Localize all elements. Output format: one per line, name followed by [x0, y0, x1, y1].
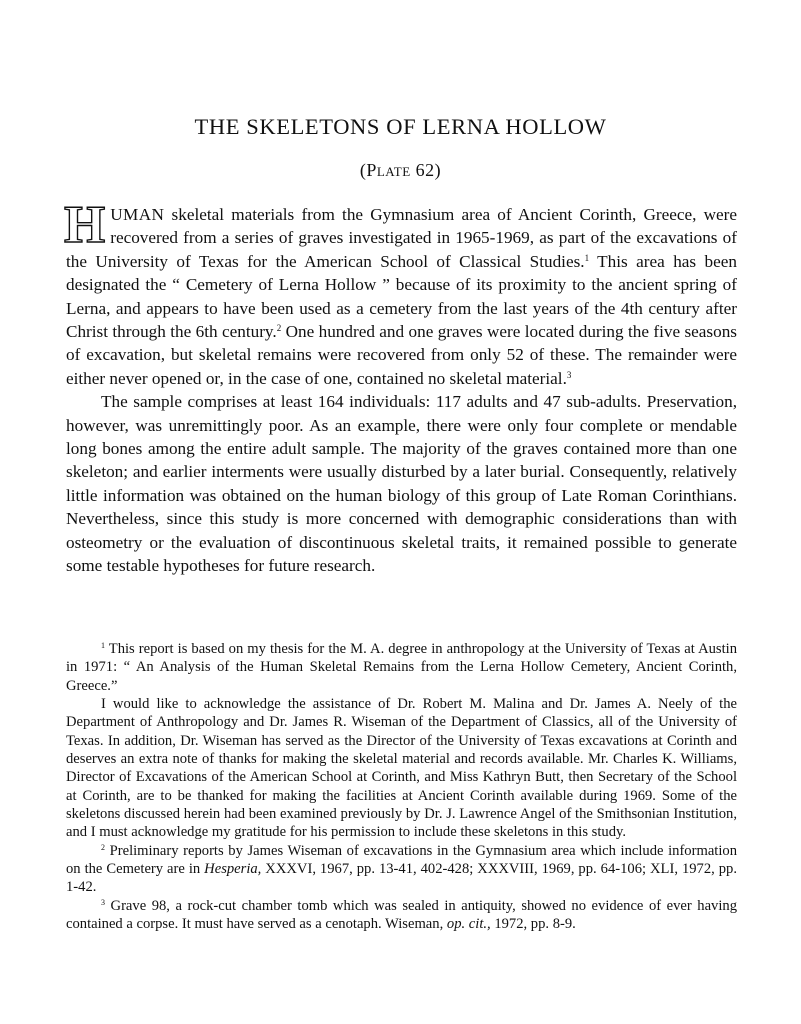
plate-number: 62	[415, 160, 435, 180]
footnote-3-citation: op. cit.,	[446, 916, 491, 933]
paragraph-sample: The sample comprises at least 164 individuals: 117 adults and 47 sub-adults. Preservation, however, was unremittingly poor. As an example, there were only four complete or mendable long bones among the entire adult sample. The majority of the graves contained more than one skeleton; and earlier interments were usually disturbed by a later burial. Consequently, relatively little information was obtained on the human biology of this group of Late Roman Corinthians. Nevertheless, since this study is more concerned with demographic considerations than with osteometry or the evaluation of discontinuous skeletal traits, it remained possible to generate some testable hypotheses for future research.	[66, 392, 737, 576]
plate-reference	[0, 160, 801, 181]
footnote-mark-3: 3	[101, 897, 105, 907]
plate-close-paren: )	[434, 160, 442, 180]
footnote-3-text-a: Grave 98, a rock-cut chamber tomb which was sealed in antiquity, showed no evidence of ever having contained a corpse. It must have served as a cenotaph. Wiseman,	[66, 897, 737, 933]
footnote-2-text-a: Preliminary reports by James Wiseman of excavations in the Gymnasium area which include information on the Cemetery are in	[66, 842, 737, 878]
footnote-3	[66, 897, 737, 934]
footnote-ref-2[interactable]: 2	[276, 323, 282, 334]
footnote-2	[66, 842, 737, 897]
footnote-2-text-b: XXXVI, 1967, pp. 13-41, 402-428; XXXVIII, 1969, pp. 64-106; XLI, 1972, pp. 1-42.	[66, 861, 737, 896]
footnote-1-text: This report is based on my thesis for the M. A. degree in anthropology at the University of Texas at Austin in 1971: “ An Analysis of the Human Skeletal Remains from the Lerna Hollow Cemetery, Ancient Corinth, Greece.”	[66, 641, 737, 694]
paragraph-intro-text-1: skeletal materials from the Gymnasium area of Ancient Corinth, Greece, were recovered from a series of graves investigated in 1965-1969, as part of the excavations of the University of Texas for the American School of Classical Studies.	[66, 205, 737, 271]
footnote-mark-1: 1	[101, 641, 105, 650]
footnote-mark-2: 2	[101, 842, 105, 852]
paragraph-intro-text-2: This area has been designated the “ Cemetery of Lerna Hollow ” because of its proximity to the ancient spring of Lerna, and appears to have been used as a cemetery from the last years of the 4th century after Christ through the 6th century.	[66, 251, 737, 342]
paragraph-intro	[64, 196, 737, 390]
plate-label: Plate	[366, 160, 411, 180]
footnote-1-acknowledgements: I would like to acknowledge the assistance of Dr. Robert M. Malina and Dr. James A. Neely of the Department of Anthropology and Dr. James R. Wiseman of the Department of Classics, all of the University of Texas. In addition, Dr. Wiseman has served as the Director of the University of Texas excavations at Corinth and deserves an extra note of thanks for making the skeletal material and records available. Mr. Charles K. Williams, Director of Excavations of the American School at Corinth, and Miss Kathryn Butt, then Secretary of the School at Corinth, are to be thanked for making the facilities at Ancient Corinth available during 1969. Some of the skeletons discussed herein had been examined previously by Dr. J. Lawrence Angel of the Smithsonian Institution, and I must acknowledge my gratitude for his permission to include these skeletons in this study.	[66, 696, 737, 841]
paragraph-intro-text-3: One hundred and one graves were located during the five seasons of excavation, but skeletal remains were recovered from only 52 of these. The remainder were either never opened or, in the case of one, contained no skeletal material.	[66, 322, 737, 388]
drop-cap: H	[64, 196, 105, 254]
footnote-3-text-b: 1972, pp. 8-9.	[490, 916, 576, 933]
lead-caps: UMAN	[110, 205, 165, 224]
footnote-ref-3[interactable]: 3	[566, 369, 572, 380]
footnote-2-journal: Hesperia,	[204, 861, 262, 878]
plate-open-paren: (	[359, 160, 367, 180]
footnotes	[66, 640, 737, 934]
article-title: THE SKELETONS OF LERNA HOLLOW	[194, 114, 607, 139]
footnote-1	[66, 640, 737, 695]
article-body	[64, 196, 737, 578]
footnote-ref-1[interactable]: 1	[584, 252, 590, 263]
